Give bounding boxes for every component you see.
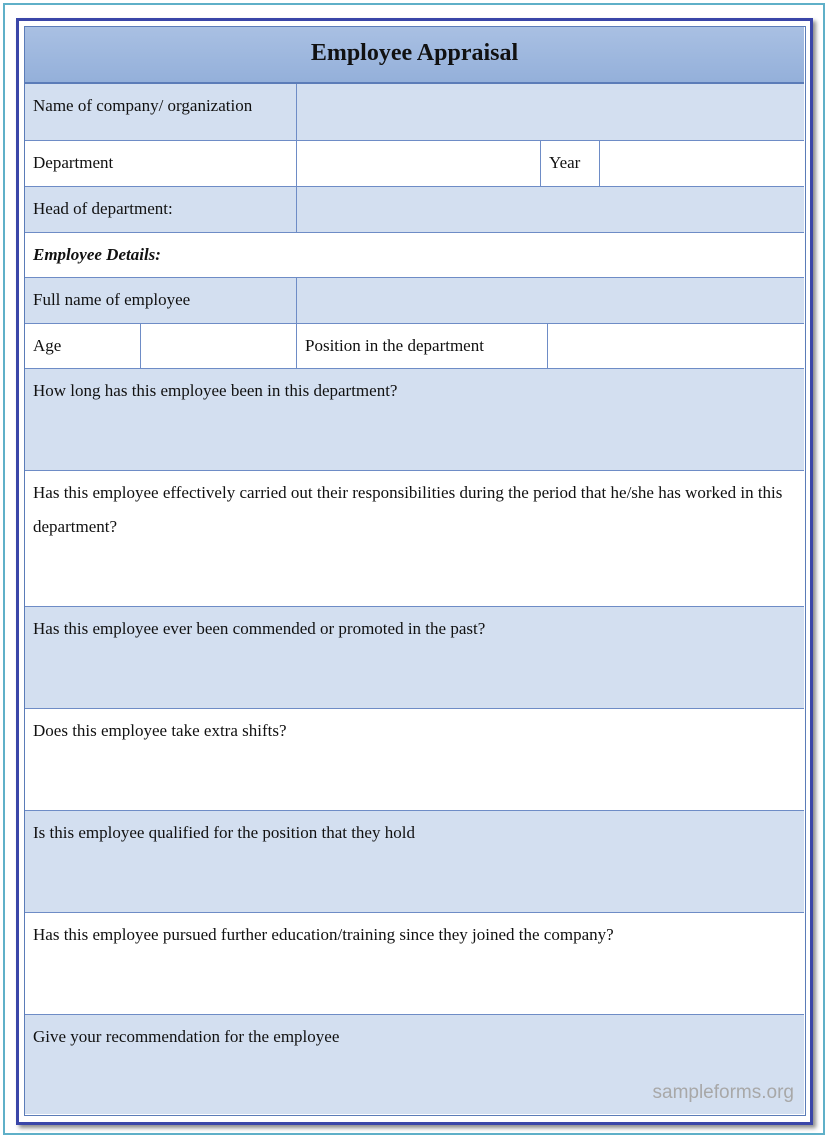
question-text: Has this employee effectively carried out their responsibilities during the period that he/she has worked in this department? <box>33 483 783 536</box>
head-input[interactable] <box>296 187 804 232</box>
year-label-cell <box>540 141 599 186</box>
age-input[interactable] <box>140 324 296 368</box>
company-label-cell <box>25 84 296 140</box>
full-name-input[interactable] <box>296 278 804 323</box>
full-name-row <box>25 278 804 324</box>
question-box[interactable] <box>25 369 804 471</box>
company-label: Name of company/ organization <box>33 96 253 115</box>
department-row <box>25 141 804 187</box>
full-name-label-cell <box>25 278 296 323</box>
position-label-cell <box>296 324 547 368</box>
title-row <box>25 27 804 84</box>
question-text: Has this employee ever been commended or promoted in the past? <box>33 619 486 638</box>
age-label-cell <box>25 324 140 368</box>
question-box[interactable] <box>25 1015 804 1114</box>
employee-details-heading: Employee Details: <box>33 245 161 264</box>
department-input[interactable] <box>296 141 540 186</box>
head-row <box>25 187 804 233</box>
full-name-label: Full name of employee <box>33 290 191 309</box>
year-input[interactable] <box>599 141 804 186</box>
employee-details-row <box>25 233 804 278</box>
department-label-cell <box>25 141 296 186</box>
position-input[interactable] <box>547 324 804 368</box>
question-text: Does this employee take extra shifts? <box>33 721 287 740</box>
question-text: Give your recommendation for the employee <box>33 1027 340 1046</box>
year-label: Year <box>549 153 581 172</box>
form-title: Employee Appraisal <box>310 40 519 66</box>
question-box[interactable] <box>25 913 804 1015</box>
age-label: Age <box>33 336 62 355</box>
question-text: Is this employee qualified for the position that they hold <box>33 823 415 842</box>
question-text: How long has this employee been in this department? <box>33 381 398 400</box>
appraisal-form <box>24 26 806 1116</box>
company-input[interactable] <box>296 84 804 140</box>
head-label: Head of department: <box>33 199 173 218</box>
watermark: sampleforms.org <box>652 1082 794 1103</box>
question-box[interactable] <box>25 471 804 607</box>
question-box[interactable] <box>25 709 804 811</box>
question-box[interactable] <box>25 811 804 913</box>
department-label: Department <box>33 153 114 172</box>
head-label-cell <box>25 187 296 232</box>
position-label: Position in the department <box>305 336 484 355</box>
company-row <box>25 84 804 141</box>
question-text: Has this employee pursued further education/training since they joined the company? <box>33 925 614 944</box>
question-box[interactable] <box>25 607 804 709</box>
age-position-row <box>25 324 804 369</box>
